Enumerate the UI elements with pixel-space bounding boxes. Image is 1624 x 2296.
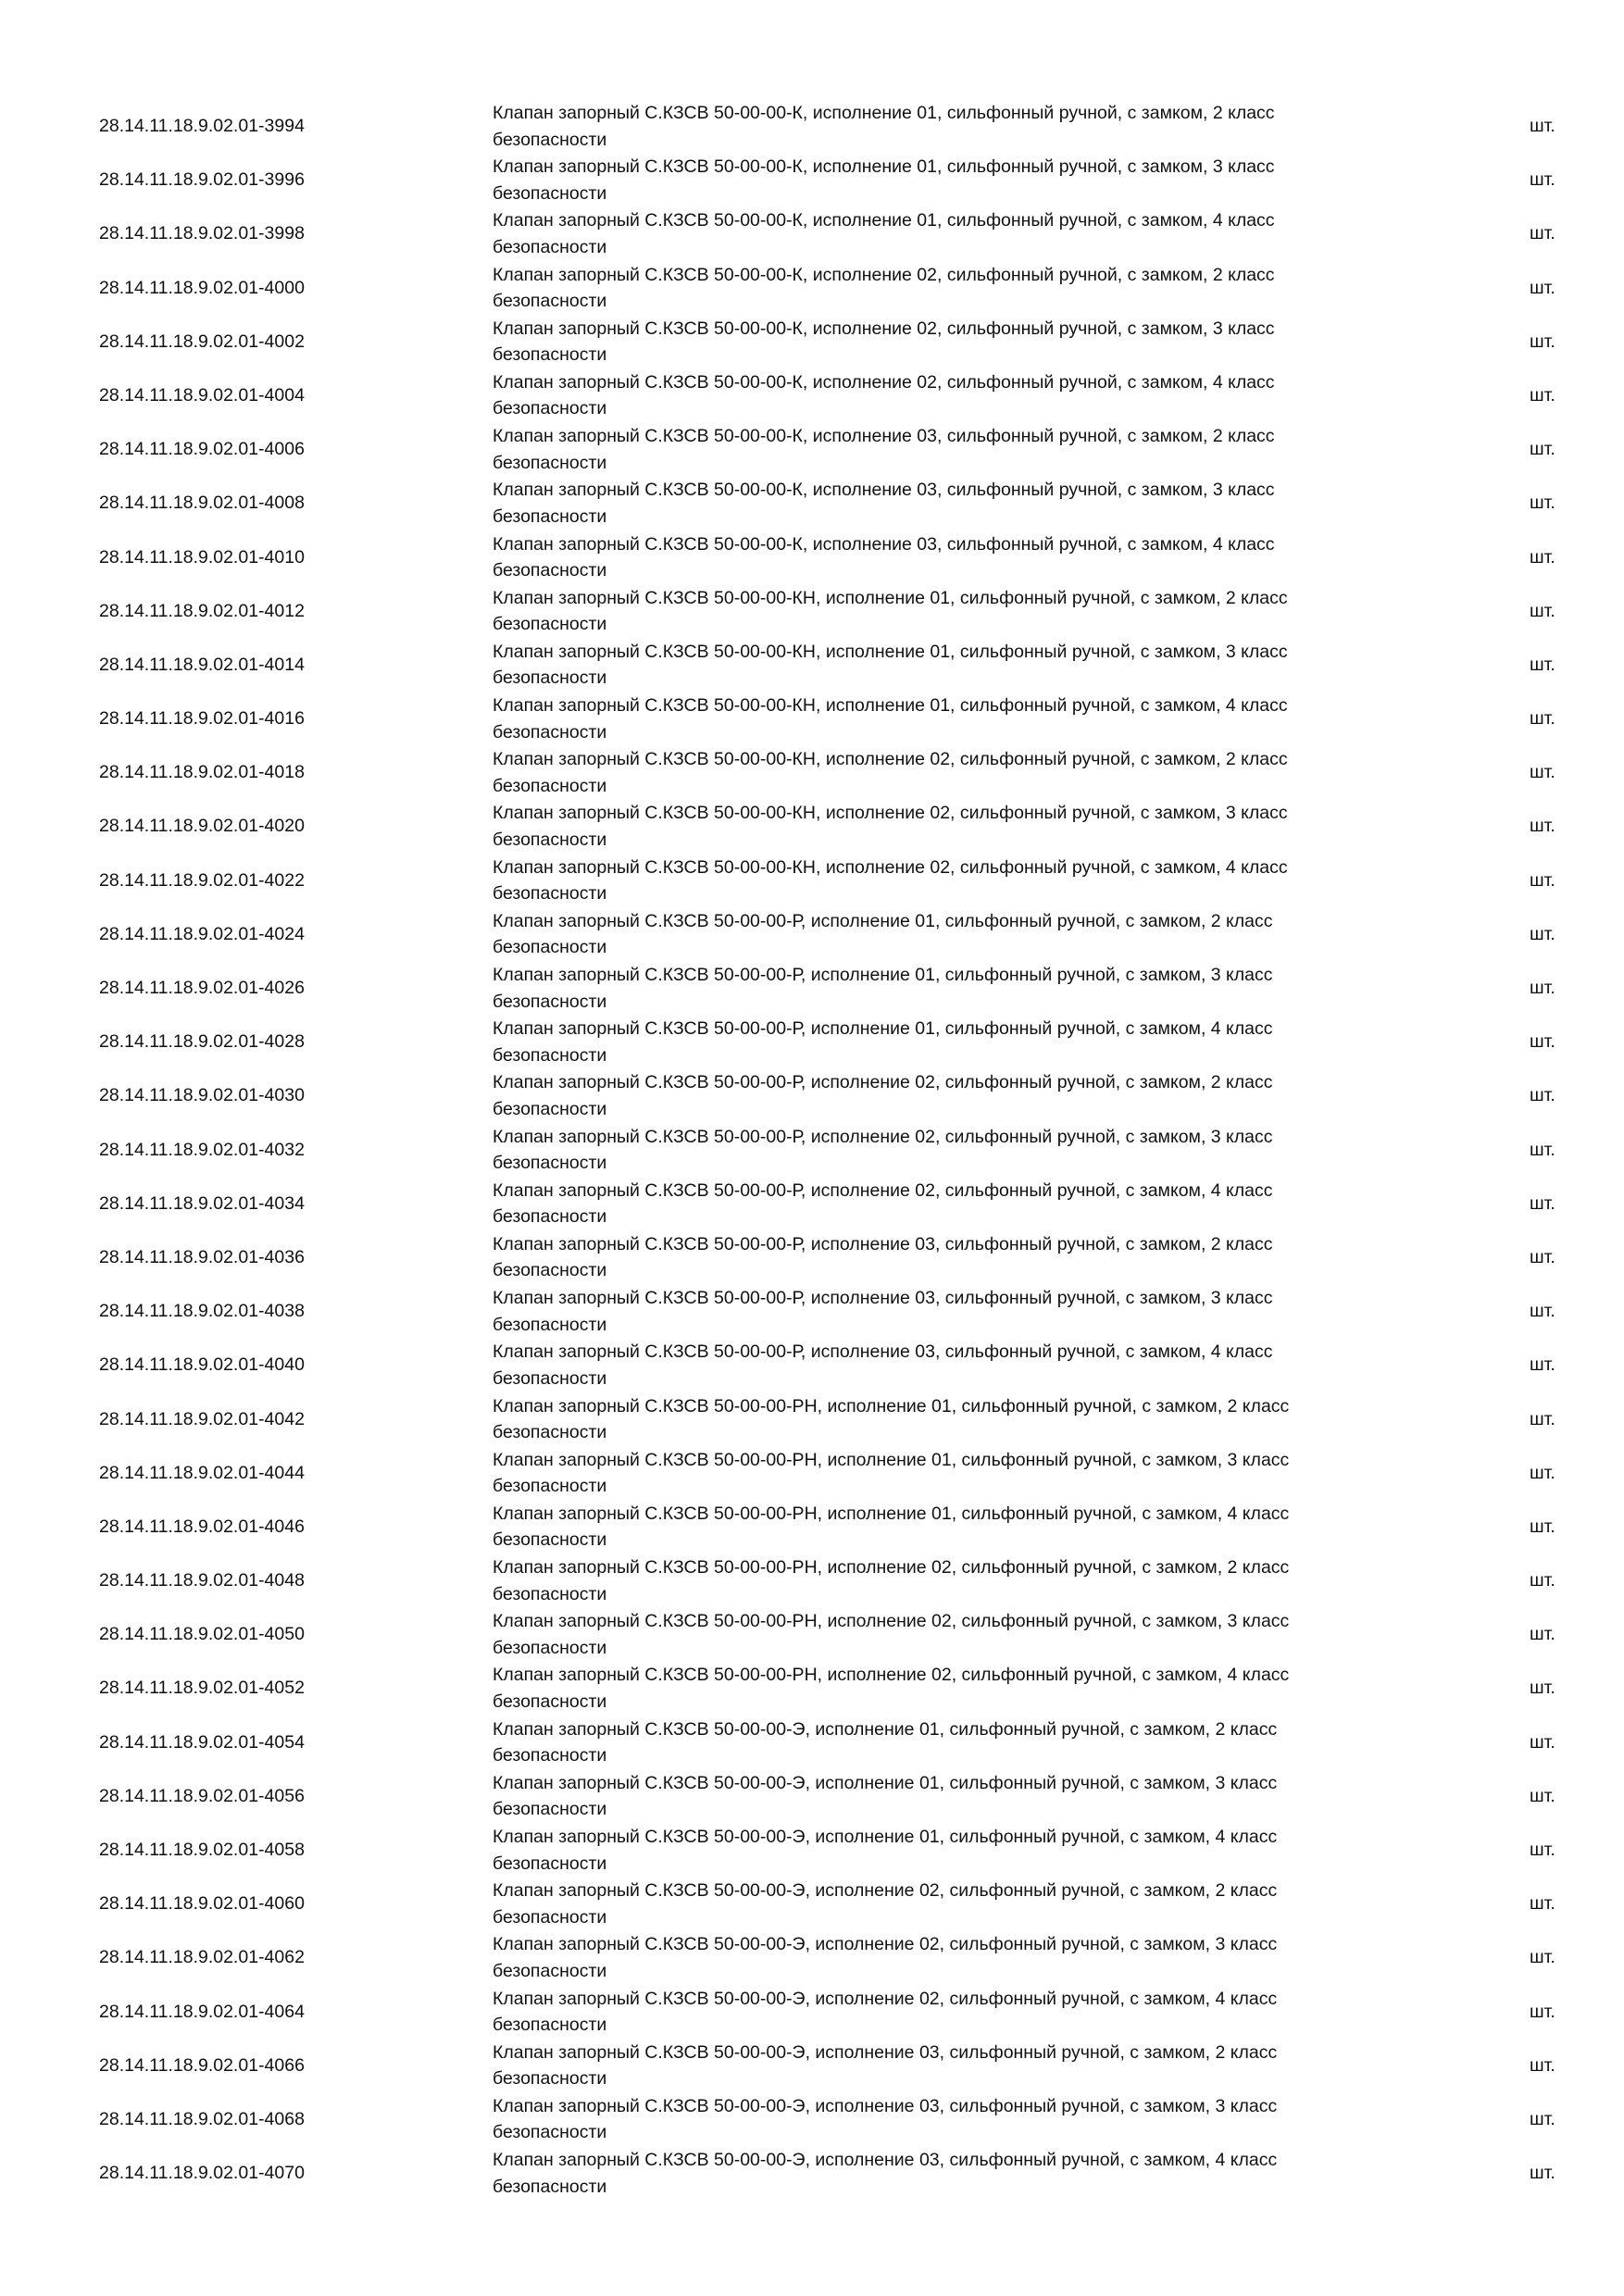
item-unit: шт. bbox=[1530, 654, 1555, 675]
item-code: 28.14.11.18.9.02.01-4020 bbox=[99, 816, 305, 837]
item-description-line2: безопасности bbox=[493, 1745, 607, 1766]
item-unit: шт. bbox=[1530, 2163, 1555, 2184]
item-unit: шт. bbox=[1530, 331, 1555, 352]
table-row bbox=[0, 1608, 1624, 1662]
item-description-line2: безопасности bbox=[493, 1367, 607, 1389]
item-description-line1: Клапан запорный С.КЗСВ 50-00-00-Р, исполнение 02, сильфонный ручной, с замком, 4 класс bbox=[493, 1179, 1273, 1201]
item-code: 28.14.11.18.9.02.01-4070 bbox=[99, 2163, 305, 2184]
table-row bbox=[0, 1339, 1624, 1392]
item-unit: шт. bbox=[1530, 600, 1555, 621]
item-description-line1: Клапан запорный С.КЗСВ 50-00-00-КН, исполнение 02, сильфонный ручной, с замком, 4 класс bbox=[493, 856, 1288, 878]
item-description bbox=[493, 1878, 1418, 1930]
item-code: 28.14.11.18.9.02.01-3998 bbox=[99, 223, 305, 244]
item-unit: шт. bbox=[1530, 1947, 1555, 1968]
table-row bbox=[0, 2147, 1624, 2201]
item-unit: шт. bbox=[1530, 116, 1555, 136]
item-unit: шт. bbox=[1530, 978, 1555, 998]
table-row bbox=[0, 800, 1624, 854]
item-unit: шт. bbox=[1530, 493, 1555, 514]
item-unit: шт. bbox=[1530, 762, 1555, 783]
table-row bbox=[0, 316, 1624, 369]
item-description bbox=[493, 1716, 1418, 1769]
item-description-line1: Клапан запорный С.КЗСВ 50-00-00-Р, исполнение 02, сильфонный ручной, с замком, 3 класс bbox=[493, 1126, 1273, 1147]
item-description bbox=[493, 1986, 1418, 2039]
item-description-line1: Клапан запорный С.КЗСВ 50-00-00-Э, исполнение 03, сильфонный ручной, с замком, 2 класс bbox=[493, 2041, 1278, 2063]
item-code: 28.14.11.18.9.02.01-3994 bbox=[99, 116, 305, 136]
item-description bbox=[493, 800, 1418, 853]
item-description-line1: Клапан запорный С.КЗСВ 50-00-00-КН, исполнение 01, сильфонный ручной, с замком, 2 класс bbox=[493, 587, 1288, 608]
item-description-line1: Клапан запорный С.КЗСВ 50-00-00-Р, исполнение 02, сильфонный ручной, с замком, 2 класс bbox=[493, 1072, 1273, 1093]
item-code: 28.14.11.18.9.02.01-4064 bbox=[99, 2001, 305, 2022]
item-description bbox=[493, 855, 1418, 907]
item-description-line2: безопасности bbox=[493, 505, 607, 527]
item-description-line2: безопасности bbox=[493, 1906, 607, 1928]
item-description-line2: безопасности bbox=[493, 129, 607, 150]
item-unit: шт. bbox=[1530, 223, 1555, 244]
item-description-line2: безопасности bbox=[493, 2122, 607, 2143]
item-description bbox=[493, 369, 1418, 422]
item-code: 28.14.11.18.9.02.01-4030 bbox=[99, 1085, 305, 1106]
item-code: 28.14.11.18.9.02.01-4022 bbox=[99, 869, 305, 891]
item-description-line1: Клапан запорный С.КЗСВ 50-00-00-Р, исполнение 01, сильфонный ручной, с замком, 2 класс bbox=[493, 910, 1273, 931]
item-description bbox=[493, 423, 1418, 476]
item-description-line2: безопасности bbox=[493, 1799, 607, 1820]
item-unit: шт. bbox=[1530, 1840, 1555, 1860]
table-row bbox=[0, 1878, 1624, 1931]
item-description-line1: Клапан запорный С.КЗСВ 50-00-00-К, исполнение 02, сильфонный ручной, с замком, 2 класс bbox=[493, 264, 1275, 285]
table-row bbox=[0, 1285, 1624, 1339]
item-description-line1: Клапан запорный С.КЗСВ 50-00-00-К, исполнение 03, сильфонный ручной, с замком, 2 класс bbox=[493, 426, 1275, 447]
item-description-line2: безопасности bbox=[493, 1044, 607, 1066]
item-description bbox=[493, 962, 1418, 1015]
item-description-line2: безопасности bbox=[493, 344, 607, 366]
item-unit: шт. bbox=[1530, 1570, 1555, 1591]
item-code: 28.14.11.18.9.02.01-4034 bbox=[99, 1192, 305, 1214]
table-row bbox=[0, 423, 1624, 477]
item-description-line1: Клапан запорный С.КЗСВ 50-00-00-К, исполнение 01, сильфонный ручной, с замком, 4 класс bbox=[493, 210, 1275, 231]
item-description bbox=[493, 585, 1418, 638]
item-description-line1: Клапан запорный С.КЗСВ 50-00-00-К, исполнение 02, сильфонный ручной, с замком, 4 класс bbox=[493, 371, 1275, 393]
item-code: 28.14.11.18.9.02.01-4050 bbox=[99, 1624, 305, 1645]
item-description-line1: Клапан запорный С.КЗСВ 50-00-00-Э, исполнение 01, сильфонный ручной, с замком, 3 класс bbox=[493, 1772, 1278, 1793]
item-description-line2: безопасности bbox=[493, 1529, 607, 1551]
item-unit: шт. bbox=[1530, 1031, 1555, 1053]
item-unit: шт. bbox=[1530, 708, 1555, 730]
item-code: 28.14.11.18.9.02.01-4052 bbox=[99, 1678, 305, 1699]
item-unit: шт. bbox=[1530, 1893, 1555, 1915]
item-code: 28.14.11.18.9.02.01-4068 bbox=[99, 2108, 305, 2129]
item-description-line2: безопасности bbox=[493, 1691, 607, 1712]
item-description-line1: Клапан запорный С.КЗСВ 50-00-00-Р, исполнение 01, сильфонный ручной, с замком, 3 класс bbox=[493, 965, 1273, 985]
item-code: 28.14.11.18.9.02.01-4026 bbox=[99, 978, 305, 998]
item-unit: шт. bbox=[1530, 1785, 1555, 1806]
item-description-line2: безопасности bbox=[493, 2068, 607, 2090]
table-row bbox=[0, 1554, 1624, 1608]
item-description bbox=[493, 1447, 1418, 1500]
item-code: 28.14.11.18.9.02.01-3996 bbox=[99, 169, 305, 191]
item-description bbox=[493, 477, 1418, 530]
item-unit: шт. bbox=[1530, 869, 1555, 891]
item-description-line1: Клапан запорный С.КЗСВ 50-00-00-К, исполнение 03, сильфонный ручной, с замком, 3 класс bbox=[493, 480, 1275, 501]
table-row bbox=[0, 962, 1624, 1016]
item-description bbox=[493, 1016, 1418, 1068]
item-description-line2: безопасности bbox=[493, 883, 607, 905]
item-code: 28.14.11.18.9.02.01-4006 bbox=[99, 439, 305, 460]
item-description-line1: Клапан запорный С.КЗСВ 50-00-00-К, исполнение 01, сильфонный ручной, с замком, 3 класс bbox=[493, 156, 1275, 178]
item-description bbox=[493, 1124, 1418, 1177]
item-description-line1: Клапан запорный С.КЗСВ 50-00-00-Р, исполнение 03, сильфонный ручной, с замком, 4 класс bbox=[493, 1341, 1273, 1363]
item-description bbox=[493, 1554, 1418, 1607]
table-row bbox=[0, 908, 1624, 962]
item-description-line1: Клапан запорный С.КЗСВ 50-00-00-РН, исполнение 02, сильфонный ручной, с замком, 3 класс bbox=[493, 1611, 1290, 1632]
item-description bbox=[493, 262, 1418, 315]
item-description-line2: безопасности bbox=[493, 2015, 607, 2036]
table-row bbox=[0, 1716, 1624, 1770]
item-description bbox=[493, 531, 1418, 584]
item-description bbox=[493, 100, 1418, 153]
item-unit: шт. bbox=[1530, 1624, 1555, 1645]
item-unit: шт. bbox=[1530, 923, 1555, 944]
item-description-line2: безопасности bbox=[493, 2176, 607, 2197]
table-row bbox=[0, 2093, 1624, 2147]
item-code: 28.14.11.18.9.02.01-4004 bbox=[99, 384, 305, 406]
item-code: 28.14.11.18.9.02.01-4024 bbox=[99, 923, 305, 944]
item-code: 28.14.11.18.9.02.01-4058 bbox=[99, 1840, 305, 1860]
item-description bbox=[493, 316, 1418, 368]
item-unit: шт. bbox=[1530, 1085, 1555, 1106]
table-row bbox=[0, 1824, 1624, 1878]
table-row bbox=[0, 855, 1624, 908]
table-row bbox=[0, 1662, 1624, 1716]
item-description-line2: безопасности bbox=[493, 614, 607, 635]
item-description bbox=[493, 1285, 1418, 1338]
item-unit: шт. bbox=[1530, 1462, 1555, 1483]
item-description-line1: Клапан запорный С.КЗСВ 50-00-00-РН, исполнение 01, сильфонный ручной, с замком, 4 класс bbox=[493, 1503, 1290, 1524]
table-row bbox=[0, 693, 1624, 746]
item-description-line2: безопасности bbox=[493, 560, 607, 580]
table-row bbox=[0, 1069, 1624, 1123]
item-unit: шт. bbox=[1530, 2001, 1555, 2022]
table-row bbox=[0, 585, 1624, 639]
item-code: 28.14.11.18.9.02.01-4012 bbox=[99, 600, 305, 621]
item-unit: шт. bbox=[1530, 546, 1555, 568]
item-unit: шт. bbox=[1530, 1408, 1555, 1429]
item-unit: шт. bbox=[1530, 1678, 1555, 1699]
item-code: 28.14.11.18.9.02.01-4028 bbox=[99, 1031, 305, 1053]
item-description-line1: Клапан запорный С.КЗСВ 50-00-00-РН, исполнение 02, сильфонный ручной, с замком, 2 класс bbox=[493, 1557, 1290, 1578]
item-unit: шт. bbox=[1530, 816, 1555, 837]
item-description-line2: безопасности bbox=[493, 1314, 607, 1335]
item-unit: шт. bbox=[1530, 1139, 1555, 1160]
item-description-line1: Клапан запорный С.КЗСВ 50-00-00-Э, исполнение 02, сильфонный ручной, с замком, 2 класс bbox=[493, 1880, 1278, 1902]
table-row bbox=[0, 369, 1624, 423]
item-description-line2: безопасности bbox=[493, 991, 607, 1012]
table-row bbox=[0, 1124, 1624, 1178]
table-row bbox=[0, 1178, 1624, 1231]
item-unit: шт. bbox=[1530, 169, 1555, 191]
item-description-line2: безопасности bbox=[493, 1853, 607, 1874]
item-description bbox=[493, 1824, 1418, 1877]
item-description bbox=[493, 1231, 1418, 1284]
table-row bbox=[0, 100, 1624, 154]
item-description bbox=[493, 1339, 1418, 1391]
item-description bbox=[493, 1178, 1418, 1230]
item-code: 28.14.11.18.9.02.01-4042 bbox=[99, 1408, 305, 1429]
item-description bbox=[493, 1608, 1418, 1661]
table-row bbox=[0, 1931, 1624, 1985]
item-description bbox=[493, 1662, 1418, 1715]
item-description-line1: Клапан запорный С.КЗСВ 50-00-00-Э, исполнение 03, сильфонный ручной, с замком, 3 класс bbox=[493, 2095, 1278, 2116]
table-row bbox=[0, 1447, 1624, 1501]
item-description-line1: Клапан запорный С.КЗСВ 50-00-00-КН, исполнение 01, сильфонный ручной, с замком, 3 класс bbox=[493, 641, 1288, 662]
item-description-line1: Клапан запорный С.КЗСВ 50-00-00-Э, исполнение 01, сильфонный ручной, с замком, 4 класс bbox=[493, 1827, 1278, 1847]
item-description-line1: Клапан запорный С.КЗСВ 50-00-00-КН, исполнение 02, сильфонный ручной, с замком, 3 класс bbox=[493, 803, 1288, 824]
table-row bbox=[0, 262, 1624, 316]
item-description-line2: безопасности bbox=[493, 1206, 607, 1228]
item-code: 28.14.11.18.9.02.01-4040 bbox=[99, 1354, 305, 1376]
item-code: 28.14.11.18.9.02.01-4036 bbox=[99, 1246, 305, 1267]
item-code: 28.14.11.18.9.02.01-4008 bbox=[99, 493, 305, 514]
item-code: 28.14.11.18.9.02.01-4018 bbox=[99, 762, 305, 783]
item-description-line2: безопасности bbox=[493, 668, 607, 689]
item-code: 28.14.11.18.9.02.01-4066 bbox=[99, 2054, 305, 2076]
table-row bbox=[0, 531, 1624, 585]
item-unit: шт. bbox=[1530, 1192, 1555, 1214]
item-description bbox=[493, 639, 1418, 692]
item-description bbox=[493, 154, 1418, 206]
item-description-line2: безопасности bbox=[493, 452, 607, 473]
item-description-line1: Клапан запорный С.КЗСВ 50-00-00-Э, исполнение 02, сильфонный ручной, с замком, 4 класс bbox=[493, 1988, 1278, 2009]
table-row bbox=[0, 746, 1624, 800]
item-description bbox=[493, 908, 1418, 961]
item-description-line1: Клапан запорный С.КЗСВ 50-00-00-К, исполнение 01, сильфонный ручной, с замком, 2 класс bbox=[493, 103, 1275, 123]
item-unit: шт. bbox=[1530, 384, 1555, 406]
item-code: 28.14.11.18.9.02.01-4010 bbox=[99, 546, 305, 568]
item-description-line1: Клапан запорный С.КЗСВ 50-00-00-Э, исполнение 03, сильфонный ручной, с замком, 4 класс bbox=[493, 2150, 1278, 2171]
item-description-line2: безопасности bbox=[493, 1960, 607, 1981]
item-list bbox=[0, 100, 1624, 2201]
item-description-line2: безопасности bbox=[493, 1260, 607, 1281]
item-description-line1: Клапан запорный С.КЗСВ 50-00-00-КН, исполнение 01, сильфонный ручной, с замком, 4 класс bbox=[493, 695, 1288, 717]
item-description-line2: безопасности bbox=[493, 829, 607, 850]
item-code: 28.14.11.18.9.02.01-4048 bbox=[99, 1570, 305, 1591]
item-description bbox=[493, 1393, 1418, 1446]
item-code: 28.14.11.18.9.02.01-4000 bbox=[99, 277, 305, 298]
item-description-line2: безопасности bbox=[493, 1583, 607, 1604]
item-unit: шт. bbox=[1530, 2108, 1555, 2129]
item-description bbox=[493, 2040, 1418, 2092]
table-row bbox=[0, 1231, 1624, 1285]
item-description-line1: Клапан запорный С.КЗСВ 50-00-00-РН, исполнение 01, сильфонный ручной, с замком, 3 класс bbox=[493, 1449, 1290, 1470]
item-code: 28.14.11.18.9.02.01-4062 bbox=[99, 1947, 305, 1968]
item-code: 28.14.11.18.9.02.01-4060 bbox=[99, 1893, 305, 1915]
item-unit: шт. bbox=[1530, 1731, 1555, 1753]
item-description-line1: Клапан запорный С.КЗСВ 50-00-00-Р, исполнение 03, сильфонный ручной, с замком, 2 класс bbox=[493, 1233, 1273, 1254]
item-description-line2: безопасности bbox=[493, 236, 607, 257]
table-row bbox=[0, 639, 1624, 693]
item-unit: шт. bbox=[1530, 1354, 1555, 1376]
item-code: 28.14.11.18.9.02.01-4002 bbox=[99, 331, 305, 352]
item-unit: шт. bbox=[1530, 2054, 1555, 2076]
item-description-line2: безопасности bbox=[493, 1476, 607, 1497]
item-description bbox=[493, 1770, 1418, 1823]
item-description-line1: Клапан запорный С.КЗСВ 50-00-00-Э, исполнение 02, сильфонный ручной, с замком, 3 класс bbox=[493, 1934, 1278, 1955]
item-description-line1: Клапан запорный С.КЗСВ 50-00-00-К, исполнение 02, сильфонный ручной, с замком, 3 класс bbox=[493, 318, 1275, 339]
item-description bbox=[493, 1931, 1418, 1984]
item-description-line2: безопасности bbox=[493, 937, 607, 958]
table-row bbox=[0, 1770, 1624, 1824]
item-code: 28.14.11.18.9.02.01-4044 bbox=[99, 1462, 305, 1483]
item-description-line2: безопасности bbox=[493, 398, 607, 419]
item-description-line1: Клапан запорный С.КЗСВ 50-00-00-Э, исполнение 01, сильфонный ручной, с замком, 2 класс bbox=[493, 1718, 1278, 1740]
table-row bbox=[0, 2040, 1624, 2093]
item-description bbox=[493, 1501, 1418, 1554]
table-row bbox=[0, 1501, 1624, 1554]
item-description-line1: Клапан запорный С.КЗСВ 50-00-00-РН, исполнение 02, сильфонный ручной, с замком, 4 класс bbox=[493, 1665, 1290, 1686]
item-unit: шт. bbox=[1530, 1246, 1555, 1267]
item-description-line1: Клапан запорный С.КЗСВ 50-00-00-К, исполнение 03, сильфонный ручной, с замком, 4 класс bbox=[493, 533, 1275, 555]
item-unit: шт. bbox=[1530, 1516, 1555, 1537]
item-description bbox=[493, 746, 1418, 799]
item-description-line1: Клапан запорный С.КЗСВ 50-00-00-Р, исполнение 03, сильфонный ручной, с замком, 3 класс bbox=[493, 1288, 1273, 1309]
item-code: 28.14.11.18.9.02.01-4056 bbox=[99, 1785, 305, 1806]
item-unit: шт. bbox=[1530, 439, 1555, 460]
table-row bbox=[0, 1393, 1624, 1447]
item-description-line1: Клапан запорный С.КЗСВ 50-00-00-Р, исполнение 01, сильфонный ручной, с замком, 4 класс bbox=[493, 1018, 1273, 1040]
item-unit: шт. bbox=[1530, 277, 1555, 298]
table-row bbox=[0, 1986, 1624, 2040]
item-description-line2: безопасности bbox=[493, 182, 607, 204]
item-code: 28.14.11.18.9.02.01-4046 bbox=[99, 1516, 305, 1537]
item-description-line2: безопасности bbox=[493, 1637, 607, 1658]
item-code: 28.14.11.18.9.02.01-4014 bbox=[99, 654, 305, 675]
table-row bbox=[0, 1016, 1624, 1069]
item-description bbox=[493, 207, 1418, 260]
item-description bbox=[493, 2147, 1418, 2200]
table-row bbox=[0, 477, 1624, 530]
item-code: 28.14.11.18.9.02.01-4016 bbox=[99, 708, 305, 730]
item-description-line2: безопасности bbox=[493, 1422, 607, 1442]
item-code: 28.14.11.18.9.02.01-4054 bbox=[99, 1731, 305, 1753]
item-description bbox=[493, 1069, 1418, 1122]
item-description-line2: безопасности bbox=[493, 1098, 607, 1119]
item-description-line2: безопасности bbox=[493, 775, 607, 796]
item-description-line2: безопасности bbox=[493, 291, 607, 312]
item-description-line2: безопасности bbox=[493, 721, 607, 742]
table-row bbox=[0, 154, 1624, 207]
item-description bbox=[493, 693, 1418, 745]
table-row bbox=[0, 207, 1624, 261]
item-description-line1: Клапан запорный С.КЗСВ 50-00-00-КН, исполнение 02, сильфонный ручной, с замком, 2 класс bbox=[493, 749, 1288, 770]
item-code: 28.14.11.18.9.02.01-4032 bbox=[99, 1139, 305, 1160]
item-description-line2: безопасности bbox=[493, 1153, 607, 1174]
item-code: 28.14.11.18.9.02.01-4038 bbox=[99, 1301, 305, 1322]
item-description bbox=[493, 2093, 1418, 2146]
item-description-line1: Клапан запорный С.КЗСВ 50-00-00-РН, исполнение 01, сильфонный ручной, с замком, 2 класс bbox=[493, 1395, 1290, 1416]
item-unit: шт. bbox=[1530, 1301, 1555, 1322]
